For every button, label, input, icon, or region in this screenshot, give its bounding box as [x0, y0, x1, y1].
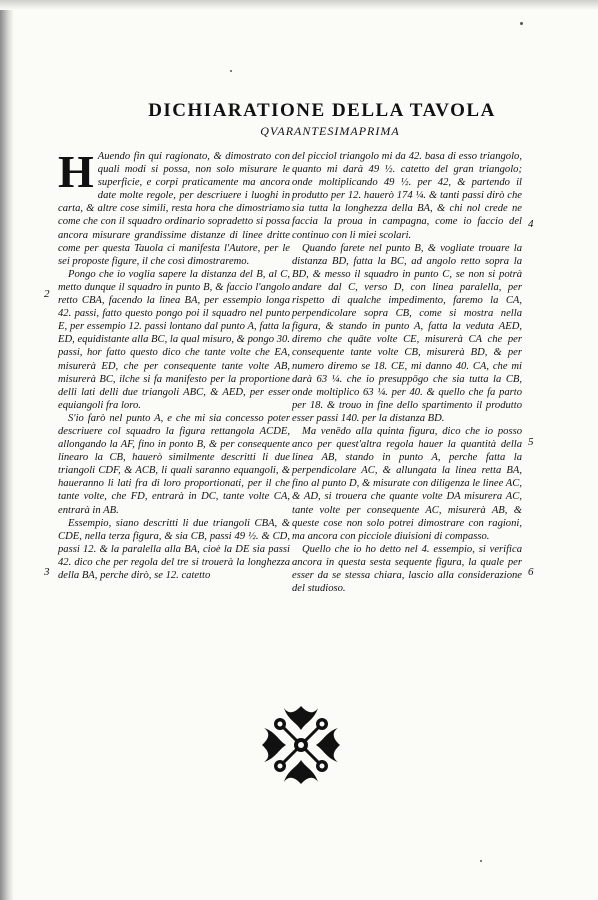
left-text-column [58, 146, 290, 582]
ink-speck [520, 22, 523, 25]
page-subtitle: QVARANTESIMAPRIMA [260, 124, 400, 138]
paragraph: Quando farete nel punto B, & vogliate trouare la distanza BD, fatta la BC, ad angolo retto sopra la BD, & messo il squadro in punto C, se non si potrà andare dal C, verso D, con linea paralella, per rispetto di qualche impedimento, faremo la CA, perpendicolare sopra CB, come si mostra nella figura, & stando in punto A, fatta la veduta AED, diremo che quāte volte CE, misurerà CA che per consequente tante volte CB, misurerà BD, & per numero diremo se 18. CE, mi danno 40. CA, che mi darà 63 ¼. che io presuppōgo che sia tutta la CB, onde moltiplico 63 ¼. per 40. & quello che fa parto per 18. & trouo in fine dello spartimento il produtto esser passi 140. per la distanza BD. [292, 242, 522, 424]
paragraph: S'io farò nel punto A, e che mi sia concesso poter descriuere col squadro la figura rettangola ACDE, allongando la AF, fino in ponto B, & per consequente linearo la CB, hauerò similmente descritti li due triangoli CDF, & ACB, li quali saranno equangoli, & haueranno li lati fra di loro proportionati, per il che tante volte, che FD, entrarà in DC, tante volte CA, entrarà in AB. [58, 412, 290, 516]
margin-number: 6 [528, 566, 534, 578]
ink-speck [480, 860, 482, 862]
margin-number: 5 [528, 436, 534, 448]
page-title: DICHIARATIONE DELLA TAVOLA [148, 100, 496, 121]
fleuron-ornament-icon [258, 700, 344, 790]
page-top-shadow [0, 0, 598, 10]
margin-number: 2 [44, 288, 50, 300]
margin-number: 4 [528, 218, 534, 230]
paragraph: Pongo che io voglia sapere la distanza del B, al C, metto dunque il squadro in punto B, & faccio l'angolo retto CBA, facendo la linea BA, per essempio longa 42. passi, fatto questo pongo poi il squadro nel punto E, per essempio 12. passi lontano dal punto A, fatta la ED, equidistante alla BC, la qual misuro, & pongo 30. passi, hor fatto questo dico che tante volte che EA, misurerà ED, che per consequente tante volte AB, misurerà BC, ilche si fa manifesto per la proportione delli lati delli due triangoli ABC, & AED, per esser equiangoli fra loro. [58, 268, 290, 411]
drop-cap: H [58, 146, 94, 197]
page-edge-shadow [0, 0, 14, 900]
ink-speck [230, 70, 232, 72]
paragraph: Quello che io ho detto nel 4. essempio, si verifica ancora in questa sesta sequente figura, la quale per esser da se stessa chiara, lascio alla considerazione del studioso. [292, 543, 522, 595]
paragraph: Essempio, siano descritti li due triangoli CBA, & CDE, nella terza figura, & sia CB, passi 49 ½. & CD, passi 12. & la paralella alla BA, cioè la DE sia passi 42. dico che per regola del tre si trouerà la longhezza della BA, perche dirò, se 12. catetto [58, 517, 290, 581]
margin-number: 3 [44, 566, 50, 578]
right-text-column [292, 150, 522, 595]
paragraph: del picciol triangolo mi da 42. basa di esso triangolo, quanto mi darà 49 ½. catetto del gran triangolo; onde moltiplicando 49 ½. per 42, & partendo il produtto per 12. hauerò 174 ¼. & tanti passi dirò che sia tutta la longhezza della BA, & chi nol crede ne faccia la proua in campagna, come io faccio del continuo con li miei scolari. [292, 151, 522, 241]
paragraph: H Auendo fin qui ragionato, & dimostrato con quali modi si possa, non solo misurare le superficie, e corpi praticamente ma ancora date molte regole, per descriuere i luoghi in carta, & altre cose simili, resta hora che dimostriamo come che con il squadro ordinario sopradetto si possa ancora misurare grandissime distanze di linee dritte come per questa Tauola ci manifesta l'Autore, per le sei proposte figure, il che così dimostraremo. [58, 146, 290, 267]
paragraph: Ma venēdo alla quinta figura, dico che io posso anco per quest'altra regola hauer la quantità della linea AB, stando in punto A, perche fatta la perpendicolare AC, & allungata la linea retta BA, fino al punto D, & misurate con diligenza le linee AC, & AD, si trouera che quante volte DA misurera AC, tante volte per consequente AC, misurerà AB, & queste cose non solo potrei dimostrare con ragioni, ma ancora con picciole diuisioni di compasso. [292, 425, 522, 542]
